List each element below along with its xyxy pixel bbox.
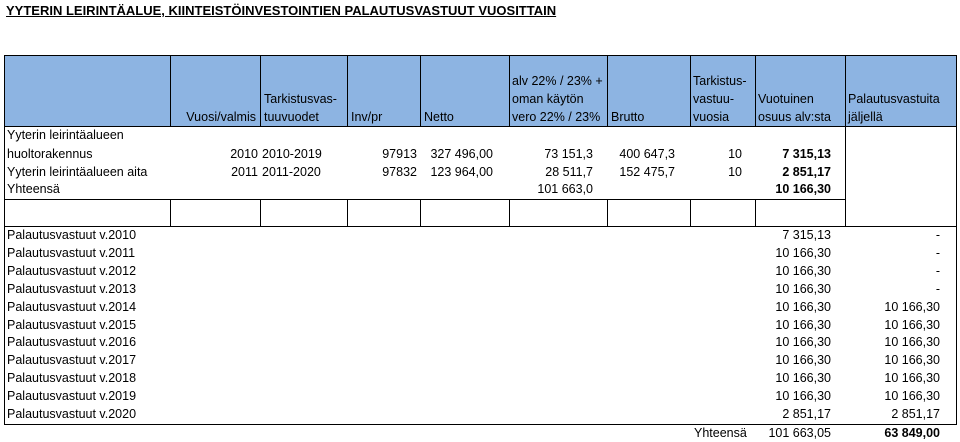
yearly-jaljella: 10 166,30	[884, 353, 940, 367]
header-brutto: Brutto	[611, 110, 645, 124]
row1-tarkistus: 2010-2019	[262, 147, 322, 161]
header-osuus: Vuotuinen osuus alv:sta	[758, 92, 831, 124]
yearly-osuus: 2 851,17	[782, 407, 831, 421]
yearly-osuus: 10 166,30	[775, 282, 831, 296]
row2-tarkistus: 2011-2020	[262, 165, 321, 179]
row2-alv: 28 511,7	[545, 165, 593, 179]
row2-netto: 123 964,00	[430, 165, 493, 179]
row2-brutto: 152 475,7	[619, 165, 675, 179]
yearly-jaljella: -	[935, 264, 940, 278]
row1-osuus: 7 315,13	[782, 147, 831, 161]
yearly-label: Palautusvastuut v.2013	[7, 282, 137, 296]
yearly-label: Palautusvastuut v.2014	[7, 300, 137, 314]
yearly-osuus: 7 315,13	[782, 228, 831, 242]
row1-alv: 73 151,3	[544, 147, 593, 161]
yearly-jaljella: 10 166,30	[884, 389, 940, 403]
yearly-label: Palautusvastuut v.2018	[7, 371, 137, 385]
yearly-label: Palautusvastuut v.2015	[7, 318, 137, 332]
yearly-osuus: 10 166,30	[775, 300, 831, 314]
yearly-osuus: 10 166,30	[775, 246, 831, 260]
yearly-osuus: 10 166,30	[775, 389, 831, 403]
header-alv: alv 22% / 23% + oman käytön vero 22% / 23%	[512, 74, 603, 124]
row2-osuus: 2 851,17	[782, 165, 831, 179]
row1-inv: 97913	[382, 147, 417, 161]
total-alv: 101 663,0	[537, 182, 593, 196]
yearly-label: Palautusvastuut v.2020	[7, 407, 137, 421]
yearly-label: Palautusvastuut v.2011	[7, 246, 136, 260]
yearly-osuus: 10 166,30	[775, 264, 831, 278]
yearly-jaljella: 2 851,17	[891, 407, 940, 421]
yearly-osuus: 10 166,30	[775, 353, 831, 367]
row1-netto: 327 496,00	[430, 147, 493, 161]
yearly-jaljella: 10 166,30	[884, 371, 940, 385]
yearly-jaljella: -	[935, 282, 940, 296]
yearly-label: Palautusvastuut v.2016	[7, 335, 137, 349]
row2-name: Yyterin leirintäalueen aita	[7, 165, 148, 179]
grand-total-label: Yhteensä	[694, 426, 747, 440]
row1-name-line1: Yyterin leirintäalueen	[7, 128, 124, 142]
yearly-jaljella: 10 166,30	[884, 318, 940, 332]
yearly-osuus: 10 166,30	[775, 335, 831, 349]
row1-vuosi: 2010	[230, 147, 258, 161]
yearly-jaljella: 10 166,30	[884, 300, 940, 314]
header-netto: Netto	[424, 110, 454, 124]
yearly-osuus: 10 166,30	[775, 318, 831, 332]
total-label: Yhteensä	[7, 182, 60, 196]
yearly-jaljella: -	[935, 246, 940, 260]
yearly-osuus: 10 166,30	[775, 371, 831, 385]
yearly-label: Palautusvastuut v.2017	[7, 353, 137, 367]
yearly-label: Palautusvastuut v.2010	[7, 228, 137, 242]
header-vuosi: Vuosi/valmis	[186, 110, 256, 124]
total-osuus: 10 166,30	[775, 182, 831, 196]
row2-vuosi: 2011	[231, 165, 258, 179]
yearly-label: Palautusvastuut v.2012	[7, 264, 137, 278]
row2-vastuu: 10	[728, 165, 742, 179]
grand-total-jaljella: 63 849,00	[884, 426, 940, 440]
yearly-label: Palautusvastuut v.2019	[7, 389, 137, 403]
row2-inv: 97832	[382, 165, 417, 179]
header-tarkistus: Tarkistusvas- tuuvuodet	[264, 92, 337, 124]
header-jaljella: Palautusvastuita jäljellä	[848, 92, 940, 124]
grand-total-osuus: 101 663,05	[768, 426, 831, 440]
row1-vastuu: 10	[728, 147, 742, 161]
header-vastuu: Tarkistus- vastuu- vuosia	[693, 74, 747, 124]
row1-name: huoltorakennus	[7, 147, 93, 161]
yearly-jaljella: -	[935, 228, 940, 242]
row1-brutto: 400 647,3	[619, 147, 675, 161]
page-title: YYTERIN LEIRINTÄALUE, KIINTEISTÖINVESTOINTIEN PALAUTUSVASTUUT VUOSITTAIN	[6, 3, 557, 18]
yearly-jaljella: 10 166,30	[884, 335, 940, 349]
header-inv: Inv/pr	[351, 110, 383, 124]
